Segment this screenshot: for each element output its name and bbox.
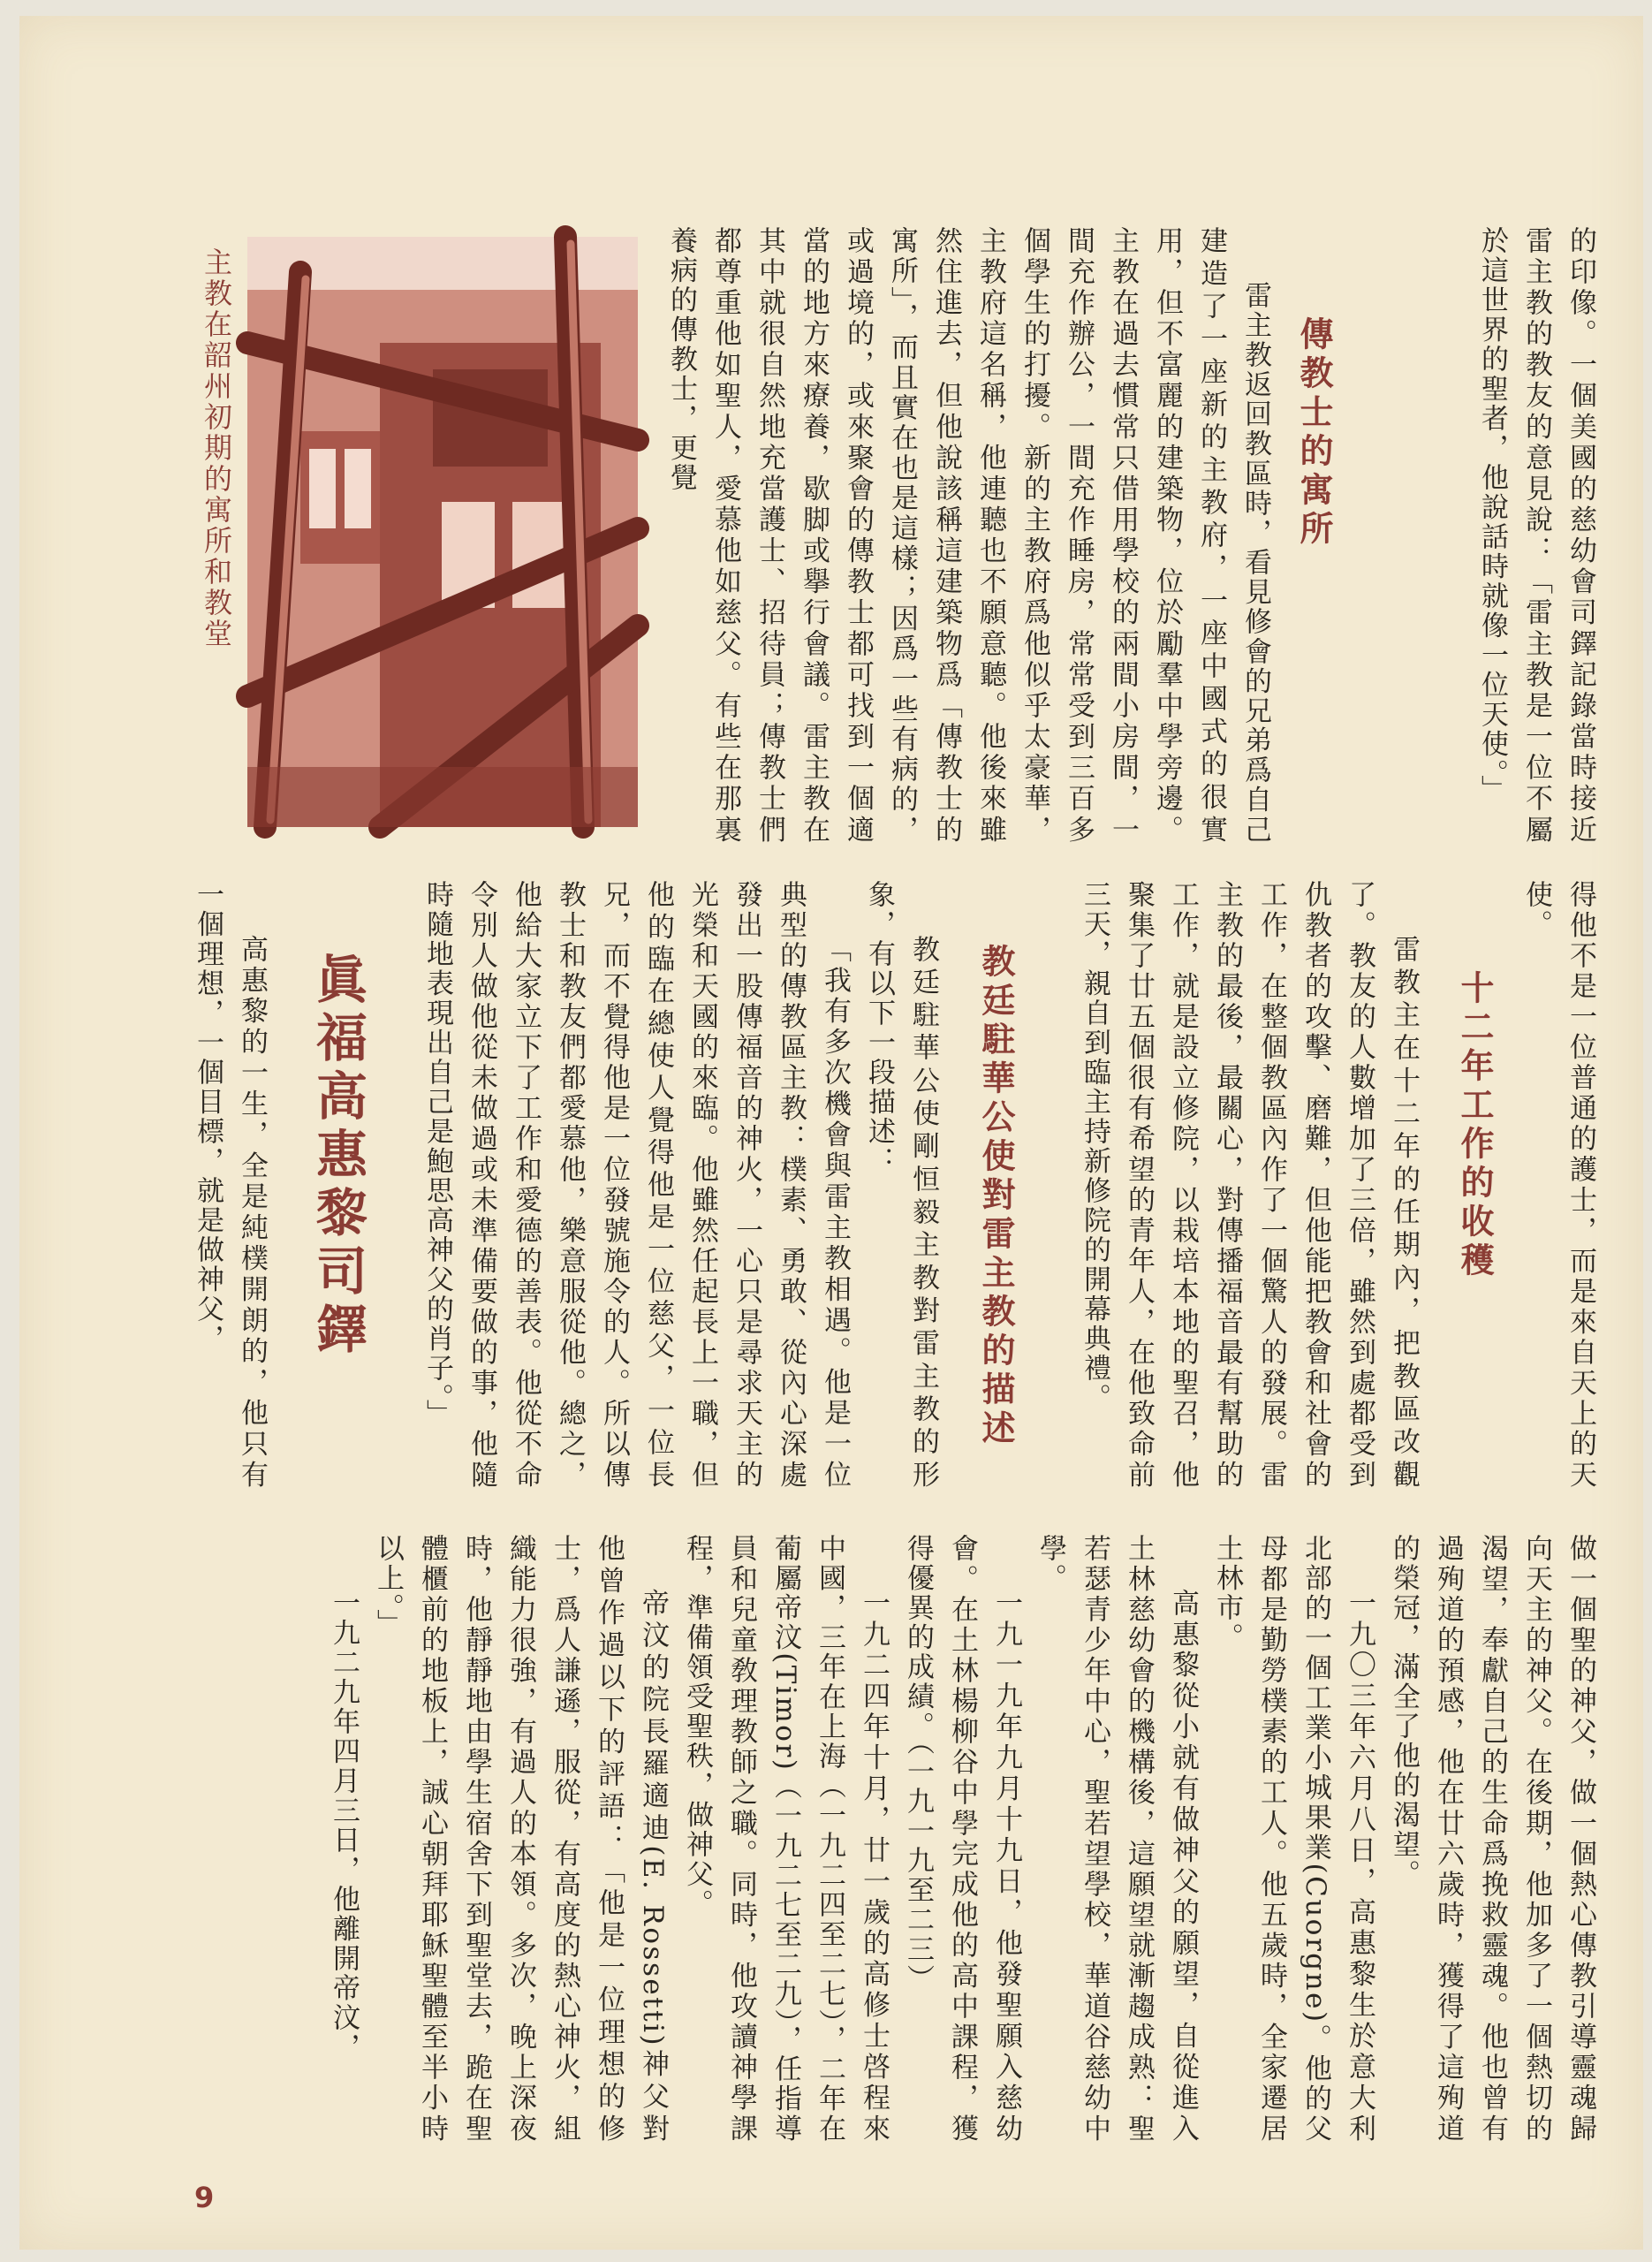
top-paragraph-2: 雷主教返回教區時，看見修會的兄弟爲自己建造了一座新的主教府，一座中國式的很實用，但不富麗的建築物，位於勵羣中學旁邊。主教在過去慣常只借用學校的兩間小房間，一間充作辦公，一間充作睡房，常常受到三百多個學生的打擾。新的主教府爲他似乎太豪華，主教府這名稱，他連聽也不願意聽。他後來雖然住進去，但他說該稱這建築物爲「傳教士的寓所」，而且實在也是這樣；因爲一些有病的，或過境的，或來聚會的傳教士都可找到一個適當的地方來療養，歇脚或擧行會議。雷主教在其中就很自然地充當護士、招待員；傳教士們都尊重他如聖人，愛慕他如慈父。有些在那裏養病的傳教士，更覺 [665,226,1271,845]
heading-apostolic-delegate: 教廷駐華公使對雷主教的描述 [976,944,1015,1449]
middle-paragraph-2: 雷教主在十二年的任期內，把教區改觀了。教友的人數增加了三倍，雖然到處都受到仇教者的攻擊、磨難，但他能把教會和社會的工作，在整個教區內作了一個驚人的發展。雷主教的最後，最關心，對傳播福音最有幫助的工作，就是設立修院，以栽培本地的聖召，他聚集了廿五個很有希望的青年人，在他致命前三天，親自到臨主持新修院的開幕典禮。 [1079,880,1420,1490]
photo-caption: 主教在韶州初期的寓所和教堂 [200,247,233,649]
middle-text-2 [1028,880,1426,1490]
bottom-paragraph-7: 一九二九年四月三日，他離開帝汶， [328,1589,360,2062]
bottom-paragraph-2: 一九〇三年六月八日，高惠黎生於意大利北部的一個工業小城果業(Cuorgne)。他的父母都是勤勞樸素的工人。他五歲時，全家遷居土林市。 [1211,1534,1375,2144]
building-scaffold-image [247,237,638,827]
bottom-paragraph-6: 帝汶的院長羅適迪(E. Rossetti)神父對他曾作過以下的評語：「他是一位理想的修士，爲人謙遜，服從，有高度的熱心神火，組織能力很強，有過人的本領。多次，晚上深夜時，他靜靜地由學生宿舍下到聖堂去，跪在聖體櫃前的地板上，誠心朝拜耶穌聖體至半小時以上。」 [372,1534,669,2144]
middle-text-3 [371,880,945,1490]
bottom-paragraph-3: 高惠黎從小就有做神父的願望，自從進入土林慈幼會的機構後，這願望就漸趨成熟：聖若瑟青少年中心，聖若望學校，華道谷慈幼中學。 [1034,1534,1199,2144]
bottom-paragraph-1: 做一個聖的神父，做一個熱心傳教引導靈魂歸向天主的神父。在後期，他加多了一個熱切的渴望，奉獻自己的生命爲挽救靈魂。他也曾有過殉道的預感，他在廿六歲時，獲得了這殉道的榮冠，滿全了他的渴望。 [1388,1534,1596,2144]
top-intro-text [1338,226,1603,845]
church-photo [247,237,638,827]
middle-paragraph-1: 得他不是一位普通的護士，而是來自天上的天使。 [1520,880,1596,1490]
bottom-paragraph-4: 一九一九年九月十九日，他發聖願入慈幼會。在土林楊柳谷中學完成他的高中課程，獲得優異的成績。（一九一九至二三） [902,1534,1022,2144]
page-number: 9 [194,2181,215,2214]
middle-paragraph-4: 「我有多次機會與雷主教相遇。他是一位典型的傳教區主教：樸素、勇敢、從內心深處發出一股傳福音的神火，一心只是尋求天主的光榮和天國的來臨。他雖然任起長上一職，但他的臨在總使人覺得他是一位慈父，一位長兄，而不覺得他是一位發號施令的人。所以傳教士和教友們都愛慕他，樂意服從他。總之，他給大家立下了工作和愛德的善表。他從不命令別人做他從未做過或未準備要做的事，他隨時隨地表現出自己是鮑思高神父的肖子。」 [421,880,851,1490]
heading-twelve-years: 十二年工作的收穫 [1455,970,1494,1281]
heading-blessed-callisto: 眞福高惠黎司鐸 [307,953,368,1361]
top-paragraph-1: 的印像。一個美國的慈幼會司鐸記錄當時接近雷主教的教友的意見說：「雷主教是一位不屬於這世界的聖者，他說話時就像一位天使。」 [1476,226,1596,845]
middle-paragraph-5: 高惠黎的一生，全是純樸開朗的，他只有一個理想，一個目標，就是做神父， [192,880,268,1490]
bottom-text [186,1534,1603,2144]
magazine-page [19,16,1643,2250]
top-residence-text [665,226,1277,845]
middle-text-4 [186,880,274,1490]
heading-missionary-residence: 傳教士的寓所 [1294,316,1333,550]
middle-text-1 [1514,880,1603,1490]
middle-paragraph-3: 教廷駐華公使剛恒毅主教對雷主教的形象，有以下一段描述： [863,880,939,1490]
bottom-paragraph-5: 一九二四年十月，廿一歲的高修士啓程來中國，三年在上海（一九二四至二七），二年在葡屬帝汶(Timor)（一九二七至二九），任指導員和兒童敎理教師之職。同時，他攻讀神學課程，準備領受聖秩，做神父。 [681,1534,890,2144]
